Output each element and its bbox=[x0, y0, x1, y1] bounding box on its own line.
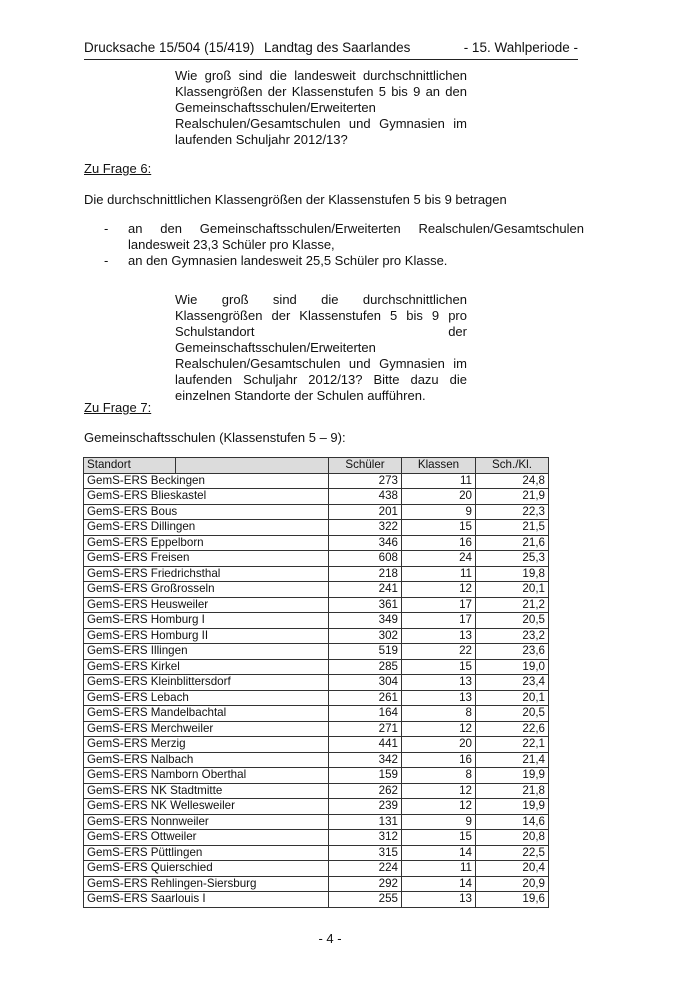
cell-ratio: 20,9 bbox=[476, 876, 549, 892]
cell-schueler: 346 bbox=[329, 535, 402, 551]
cell-ratio: 25,3 bbox=[476, 551, 549, 567]
table-row bbox=[84, 597, 549, 613]
cell-ratio: 22,5 bbox=[476, 845, 549, 861]
table-body bbox=[84, 473, 549, 907]
cell-ratio: 14,6 bbox=[476, 814, 549, 830]
table-row bbox=[84, 752, 549, 768]
column-header-schueler: Schüler bbox=[329, 458, 402, 474]
cell-ratio: 23,2 bbox=[476, 628, 549, 644]
cell-ratio: 22,3 bbox=[476, 504, 549, 520]
table-row bbox=[84, 768, 549, 784]
table-row bbox=[84, 721, 549, 737]
cell-standort: GemS-ERS Namborn Oberthal bbox=[84, 768, 329, 784]
page-header bbox=[84, 40, 578, 60]
list-item: - an den Gemeinschaftsschulen/Erweiterten Realschulen/Gesamtschulen landesweit 23,3 Schüler pro Klasse, bbox=[104, 221, 584, 252]
cell-schueler: 201 bbox=[329, 504, 402, 520]
cell-ratio: 21,8 bbox=[476, 783, 549, 799]
question-7-text: Wie groß sind die durchschnittlichen Klassengrößen der Klassenstufen 5 bis 9 pro Schulstandort der Gemeinschaftsschulen/Erweiterten Realschulen/Gesamtschulen und Gymnasien im laufenden Schuljahr 2012/13? Bitte dazu die einzelnen Standorte der Schulen aufführen. bbox=[175, 292, 467, 403]
cell-schueler: 271 bbox=[329, 721, 402, 737]
cell-ratio: 19,9 bbox=[476, 799, 549, 815]
cell-standort: GemS-ERS Merchweiler bbox=[84, 721, 329, 737]
table-row bbox=[84, 566, 549, 582]
cell-standort: GemS-ERS Lebach bbox=[84, 690, 329, 706]
cell-klassen: 13 bbox=[402, 628, 476, 644]
table-row bbox=[84, 551, 549, 567]
cell-schueler: 255 bbox=[329, 892, 402, 908]
cell-ratio: 19,8 bbox=[476, 566, 549, 582]
cell-ratio: 19,6 bbox=[476, 892, 549, 908]
table-row bbox=[84, 582, 549, 598]
cell-ratio: 21,4 bbox=[476, 752, 549, 768]
cell-klassen: 13 bbox=[402, 892, 476, 908]
cell-ratio: 23,6 bbox=[476, 644, 549, 660]
cell-klassen: 8 bbox=[402, 768, 476, 784]
cell-ratio: 22,6 bbox=[476, 721, 549, 737]
cell-klassen: 20 bbox=[402, 489, 476, 505]
table-row bbox=[84, 675, 549, 691]
cell-standort: GemS-ERS Nalbach bbox=[84, 752, 329, 768]
cell-standort: GemS-ERS Ottweiler bbox=[84, 830, 329, 846]
cell-standort: GemS-ERS Quierschied bbox=[84, 861, 329, 877]
table-row bbox=[84, 861, 549, 877]
table-row bbox=[84, 814, 549, 830]
cell-schueler: 241 bbox=[329, 582, 402, 598]
table-header-row bbox=[84, 458, 549, 474]
table-row bbox=[84, 489, 549, 505]
cell-klassen: 12 bbox=[402, 799, 476, 815]
cell-schueler: 361 bbox=[329, 597, 402, 613]
table-row bbox=[84, 737, 549, 753]
cell-klassen: 13 bbox=[402, 690, 476, 706]
table-row bbox=[84, 799, 549, 815]
cell-klassen: 11 bbox=[402, 861, 476, 877]
cell-klassen: 9 bbox=[402, 814, 476, 830]
cell-ratio: 19,9 bbox=[476, 768, 549, 784]
cell-schueler: 342 bbox=[329, 752, 402, 768]
column-header-standort: Standort bbox=[84, 458, 176, 474]
cell-klassen: 15 bbox=[402, 830, 476, 846]
cell-standort: GemS-ERS Saarlouis I bbox=[84, 892, 329, 908]
cell-standort: GemS-ERS Freisen bbox=[84, 551, 329, 567]
cell-standort: GemS-ERS Homburg I bbox=[84, 613, 329, 629]
cell-standort: GemS-ERS Rehlingen-Siersburg bbox=[84, 876, 329, 892]
cell-schueler: 312 bbox=[329, 830, 402, 846]
cell-klassen: 16 bbox=[402, 535, 476, 551]
legislative-period: - 15. Wahlperiode - bbox=[463, 40, 578, 55]
cell-standort: GemS-ERS Friedrichsthal bbox=[84, 566, 329, 582]
table-row bbox=[84, 706, 549, 722]
list-item: - an den Gymnasien landesweit 25,5 Schüler pro Klasse. bbox=[104, 253, 448, 268]
cell-standort: GemS-ERS NK Stadtmitte bbox=[84, 783, 329, 799]
cell-klassen: 14 bbox=[402, 845, 476, 861]
cell-schueler: 302 bbox=[329, 628, 402, 644]
cell-klassen: 11 bbox=[402, 473, 476, 489]
cell-ratio: 20,5 bbox=[476, 613, 549, 629]
cell-standort: GemS-ERS Bous bbox=[84, 504, 329, 520]
cell-klassen: 17 bbox=[402, 613, 476, 629]
cell-standort: GemS-ERS NK Wellesweiler bbox=[84, 799, 329, 815]
cell-ratio: 19,0 bbox=[476, 659, 549, 675]
cell-klassen: 12 bbox=[402, 783, 476, 799]
cell-ratio: 20,5 bbox=[476, 706, 549, 722]
table-row bbox=[84, 659, 549, 675]
table-row bbox=[84, 845, 549, 861]
cell-schueler: 441 bbox=[329, 737, 402, 753]
cell-schueler: 239 bbox=[329, 799, 402, 815]
table-row bbox=[84, 892, 549, 908]
question-6-text: Wie groß sind die landesweit durchschnittlichen Klassengrößen der Klassenstufen 5 bis 9 an den Gemeinschaftsschulen/Erweiterten Realschulen/Gesamtschulen und Gymnasien im laufenden Schuljahr 2012/13? bbox=[175, 68, 467, 147]
cell-standort: GemS-ERS Illingen bbox=[84, 644, 329, 660]
parliament-name: Landtag des Saarlandes bbox=[264, 40, 411, 55]
cell-standort: GemS-ERS Dillingen bbox=[84, 520, 329, 536]
column-header-blank bbox=[176, 458, 329, 474]
cell-klassen: 17 bbox=[402, 597, 476, 613]
table-row bbox=[84, 504, 549, 520]
cell-schueler: 322 bbox=[329, 520, 402, 536]
cell-klassen: 16 bbox=[402, 752, 476, 768]
cell-schueler: 262 bbox=[329, 783, 402, 799]
cell-klassen: 22 bbox=[402, 644, 476, 660]
cell-schueler: 164 bbox=[329, 706, 402, 722]
school-table bbox=[83, 457, 549, 908]
cell-schueler: 292 bbox=[329, 876, 402, 892]
cell-schueler: 131 bbox=[329, 814, 402, 830]
table-row bbox=[84, 473, 549, 489]
table-row bbox=[84, 690, 549, 706]
answer-6-heading: Zu Frage 6: bbox=[84, 161, 152, 176]
cell-schueler: 304 bbox=[329, 675, 402, 691]
cell-klassen: 14 bbox=[402, 876, 476, 892]
answer-6-intro: Die durchschnittlichen Klassengrößen der Klassenstufen 5 bis 9 betragen bbox=[84, 192, 507, 207]
cell-standort: GemS-ERS Merzig bbox=[84, 737, 329, 753]
cell-ratio: 22,1 bbox=[476, 737, 549, 753]
cell-standort: GemS-ERS Homburg II bbox=[84, 628, 329, 644]
cell-schueler: 608 bbox=[329, 551, 402, 567]
cell-klassen: 13 bbox=[402, 675, 476, 691]
cell-standort: GemS-ERS Püttlingen bbox=[84, 845, 329, 861]
cell-ratio: 20,8 bbox=[476, 830, 549, 846]
cell-schueler: 159 bbox=[329, 768, 402, 784]
cell-ratio: 21,6 bbox=[476, 535, 549, 551]
cell-ratio: 20,4 bbox=[476, 861, 549, 877]
cell-schueler: 315 bbox=[329, 845, 402, 861]
table-row bbox=[84, 783, 549, 799]
cell-schueler: 519 bbox=[329, 644, 402, 660]
cell-schueler: 273 bbox=[329, 473, 402, 489]
cell-klassen: 20 bbox=[402, 737, 476, 753]
table-row bbox=[84, 520, 549, 536]
cell-klassen: 12 bbox=[402, 721, 476, 737]
cell-klassen: 15 bbox=[402, 659, 476, 675]
table-row bbox=[84, 830, 549, 846]
cell-schueler: 438 bbox=[329, 489, 402, 505]
cell-klassen: 12 bbox=[402, 582, 476, 598]
page-number: - 4 - bbox=[318, 931, 342, 946]
cell-ratio: 21,9 bbox=[476, 489, 549, 505]
table-row bbox=[84, 876, 549, 892]
cell-standort: GemS-ERS Eppelborn bbox=[84, 535, 329, 551]
cell-klassen: 11 bbox=[402, 566, 476, 582]
cell-standort: GemS-ERS Heusweiler bbox=[84, 597, 329, 613]
answer-6-list bbox=[84, 221, 584, 269]
column-header-klassen: Klassen bbox=[402, 458, 476, 474]
cell-ratio: 23,4 bbox=[476, 675, 549, 691]
cell-ratio: 21,5 bbox=[476, 520, 549, 536]
cell-ratio: 20,1 bbox=[476, 690, 549, 706]
cell-klassen: 15 bbox=[402, 520, 476, 536]
document-number: Drucksache 15/504 (15/419) bbox=[84, 40, 255, 55]
cell-standort: GemS-ERS Beckingen bbox=[84, 473, 329, 489]
column-header-ratio: Sch./Kl. bbox=[476, 458, 549, 474]
table-row bbox=[84, 628, 549, 644]
cell-klassen: 9 bbox=[402, 504, 476, 520]
cell-schueler: 349 bbox=[329, 613, 402, 629]
cell-ratio: 21,2 bbox=[476, 597, 549, 613]
cell-schueler: 224 bbox=[329, 861, 402, 877]
cell-standort: GemS-ERS Kleinblittersdorf bbox=[84, 675, 329, 691]
answer-7-heading: Zu Frage 7: bbox=[84, 400, 152, 415]
cell-schueler: 285 bbox=[329, 659, 402, 675]
cell-standort: GemS-ERS Blieskastel bbox=[84, 489, 329, 505]
cell-standort: GemS-ERS Nonnweiler bbox=[84, 814, 329, 830]
table-row bbox=[84, 613, 549, 629]
table-row bbox=[84, 644, 549, 660]
table-row bbox=[84, 535, 549, 551]
cell-standort: GemS-ERS Großrosseln bbox=[84, 582, 329, 598]
cell-klassen: 8 bbox=[402, 706, 476, 722]
cell-standort: GemS-ERS Kirkel bbox=[84, 659, 329, 675]
cell-ratio: 24,8 bbox=[476, 473, 549, 489]
cell-standort: GemS-ERS Mandelbachtal bbox=[84, 706, 329, 722]
cell-schueler: 218 bbox=[329, 566, 402, 582]
cell-klassen: 24 bbox=[402, 551, 476, 567]
cell-ratio: 20,1 bbox=[476, 582, 549, 598]
cell-schueler: 261 bbox=[329, 690, 402, 706]
table-caption: Gemeinschaftsschulen (Klassenstufen 5 – 9): bbox=[84, 430, 346, 445]
